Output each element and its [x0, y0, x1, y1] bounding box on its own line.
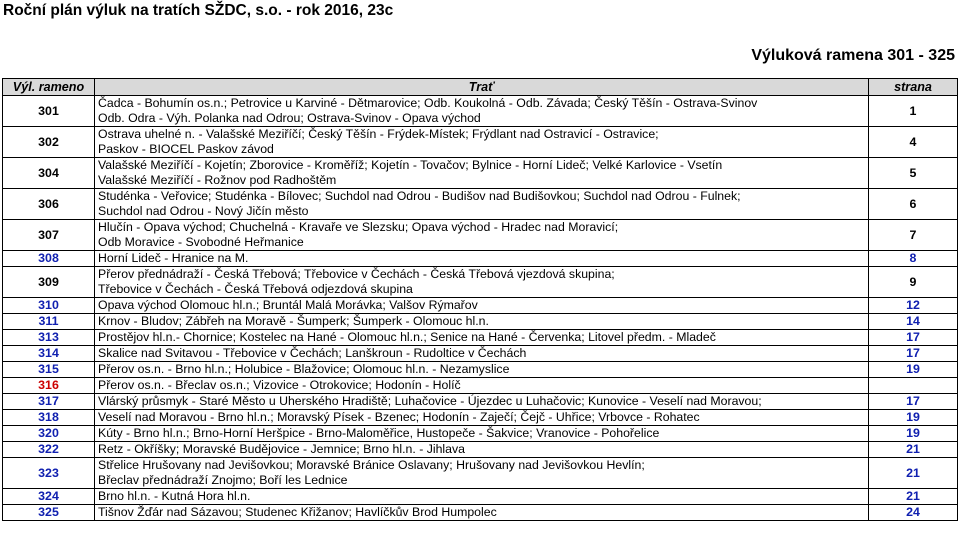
section-subtitle: Výluková ramena 301 - 325	[751, 47, 955, 64]
header-page: strana	[869, 79, 958, 96]
table-row	[3, 505, 958, 521]
table-row	[3, 442, 958, 458]
cell-route	[95, 505, 869, 521]
route-line: Hlučín - Opava východ; Chuchelná - Kravaře ve Slezsku; Opava východ - Hradec nad Moravicí;	[98, 220, 619, 234]
route-line: Veselí nad Moravou - Brno hl.n.; Moravský Písek - Bzenec; Hodonín - Zaječí; Čejč - Uhřice; Vrbovce - Rohatec	[98, 410, 700, 424]
cell-route	[95, 489, 869, 505]
cell-closure-number: 302	[3, 127, 95, 158]
route-line: Ostrava uhelné n. - Valašské Meziříčí; Český Těšín - Frýdek-Místek; Frýdlant nad Ostravicí - Ostravice;	[98, 127, 659, 141]
cell-closure-number: 304	[3, 158, 95, 189]
route-line: Přerov os.n. - Břeclav os.n.; Vizovice - Otrokovice; Hodonín - Holíč	[98, 378, 461, 392]
route-line: Čadca - Bohumín os.n.; Petrovice u Karviné - Dětmarovice; Odb. Koukolná - Odb. Závada; Český Těšín - Ostrava-Svinov	[98, 96, 758, 110]
table-row	[3, 314, 958, 330]
route-line: Odb Moravice - Svobodné Heřmanice	[98, 235, 304, 249]
closures-table	[2, 78, 958, 521]
header-num: Výl. rameno	[3, 79, 95, 96]
route-line: Retz - Okříšky; Moravské Budějovice - Jemnice; Brno hl.n. - Jihlava	[98, 442, 465, 456]
table-row	[3, 330, 958, 346]
cell-closure-number: 322	[3, 442, 95, 458]
route-line: Přerov přednádraží - Česká Třebová; Třebovice v Čechách - Česká Třebová vjezdová skupina;	[98, 267, 615, 281]
cell-page: 4	[869, 127, 958, 158]
cell-route	[95, 314, 869, 330]
table-row	[3, 158, 958, 189]
table-row	[3, 220, 958, 251]
cell-closure-number: 306	[3, 189, 95, 220]
table-header-row	[3, 79, 958, 96]
cell-page: 21	[869, 442, 958, 458]
page-title: Roční plán výluk na tratích SŽDC, s.o. - rok 2016, 23c	[3, 2, 394, 19]
route-line: Skalice nad Svitavou - Třebovice v Čechách; Lanškroun - Rudoltice v Čechách	[98, 346, 527, 360]
cell-closure-number: 314	[3, 346, 95, 362]
table-row	[3, 189, 958, 220]
cell-closure-number: 307	[3, 220, 95, 251]
cell-closure-number: 308	[3, 251, 95, 267]
route-line: Tišnov Žďár nad Sázavou; Studenec Křižanov; Havlíčkův Brod Humpolec	[98, 505, 497, 519]
cell-page: 19	[869, 426, 958, 442]
cell-route	[95, 458, 869, 489]
cell-page: 19	[869, 362, 958, 378]
cell-route	[95, 346, 869, 362]
table-row	[3, 394, 958, 410]
table-row	[3, 267, 958, 298]
table-body	[3, 96, 958, 521]
cell-route	[95, 251, 869, 267]
route-line: Odb. Odra - Výh. Polanka nad Odrou; Ostrava-Svinov - Opava východ	[98, 111, 481, 125]
route-line: Střelice Hrušovany nad Jevišovkou; Moravské Bránice Oslavany; Hrušovany nad Jevišovkou Hevlín;	[98, 458, 645, 472]
route-line: Břeclav přednádraží Znojmo; Boří les Lednice	[98, 473, 348, 487]
route-line: Horní Lideč - Hranice na M.	[98, 251, 249, 265]
cell-closure-number: 311	[3, 314, 95, 330]
cell-route	[95, 96, 869, 127]
cell-page: 12	[869, 298, 958, 314]
cell-page: 5	[869, 158, 958, 189]
route-line: Kúty - Brno hl.n.; Brno-Horní Heršpice - Brno-Maloměřice, Hustopeče - Šakvice; Vranovice - Pohořelice	[98, 426, 660, 440]
cell-closure-number: 310	[3, 298, 95, 314]
route-line: Vlárský průsmyk - Staré Město u Uherského Hradiště; Luhačovice - Újezdec u Luhačovic; Kunovice - Veselí nad Moravou;	[98, 394, 762, 408]
cell-route	[95, 220, 869, 251]
cell-page: 21	[869, 458, 958, 489]
cell-page: 21	[869, 489, 958, 505]
route-line: Opava východ Olomouc hl.n.; Bruntál Malá Morávka; Valšov Rýmařov	[98, 298, 478, 312]
table-row	[3, 426, 958, 442]
cell-page: 24	[869, 505, 958, 521]
cell-closure-number: 323	[3, 458, 95, 489]
route-line: Třebovice v Čechách - Česká Třebová odjezdová skupina	[98, 282, 413, 296]
cell-route	[95, 330, 869, 346]
route-line: Valašské Meziříčí - Rožnov pod Radhoštěm	[98, 173, 337, 187]
route-line: Studénka - Veřovice; Studénka - Bílovec; Suchdol nad Odrou - Budišov nad Budišovkou; Suchdol nad Odrou - Fulnek;	[98, 189, 741, 203]
cell-closure-number: 313	[3, 330, 95, 346]
cell-route	[95, 189, 869, 220]
cell-closure-number: 318	[3, 410, 95, 426]
cell-closure-number: 315	[3, 362, 95, 378]
cell-page: 14	[869, 314, 958, 330]
route-line: Krnov - Bludov; Zábřeh na Moravě - Šumperk; Šumperk - Olomouc hl.n.	[98, 314, 489, 328]
cell-page: 6	[869, 189, 958, 220]
cell-closure-number: 324	[3, 489, 95, 505]
route-line: Brno hl.n. - Kutná Hora hl.n.	[98, 489, 251, 503]
table-row	[3, 298, 958, 314]
table-row	[3, 458, 958, 489]
cell-route	[95, 378, 869, 394]
table-row	[3, 362, 958, 378]
cell-page: 1	[869, 96, 958, 127]
route-line: Valašské Meziříčí - Kojetín; Zborovice - Kroměříž; Kojetín - Tovačov; Bylnice - Horní Lideč; Velké Karlovice - Vsetín	[98, 158, 723, 172]
cell-closure-number: 316	[3, 378, 95, 394]
cell-page: 8	[869, 251, 958, 267]
header-route: Trať	[95, 79, 869, 96]
route-line: Suchdol nad Odrou - Nový Jičín město	[98, 204, 309, 218]
cell-page: 17	[869, 346, 958, 362]
cell-page: 17	[869, 394, 958, 410]
cell-route	[95, 298, 869, 314]
table-row	[3, 346, 958, 362]
cell-route	[95, 442, 869, 458]
cell-page: 9	[869, 267, 958, 298]
table-row	[3, 96, 958, 127]
route-line: Přerov os.n. - Brno hl.n.; Holubice - Blažovice; Olomouc hl.n. - Nezamyslice	[98, 362, 510, 376]
cell-closure-number: 309	[3, 267, 95, 298]
table-row	[3, 378, 958, 394]
cell-closure-number: 317	[3, 394, 95, 410]
cell-route	[95, 362, 869, 378]
cell-page	[869, 378, 958, 394]
route-line: Prostějov hl.n.- Chornice; Kostelec na Hané - Olomouc hl.n.; Senice na Hané - Červenka; Litovel předm. - Mladeč	[98, 330, 716, 344]
cell-page: 19	[869, 410, 958, 426]
cell-route	[95, 158, 869, 189]
table-row	[3, 410, 958, 426]
cell-route	[95, 394, 869, 410]
cell-route	[95, 410, 869, 426]
cell-page: 17	[869, 330, 958, 346]
table-row	[3, 251, 958, 267]
table-row	[3, 489, 958, 505]
cell-route	[95, 426, 869, 442]
cell-closure-number: 301	[3, 96, 95, 127]
route-line: Paskov - BIOCEL Paskov závod	[98, 142, 274, 156]
cell-closure-number: 325	[3, 505, 95, 521]
cell-route	[95, 267, 869, 298]
cell-route	[95, 127, 869, 158]
table-row	[3, 127, 958, 158]
cell-closure-number: 320	[3, 426, 95, 442]
cell-page: 7	[869, 220, 958, 251]
